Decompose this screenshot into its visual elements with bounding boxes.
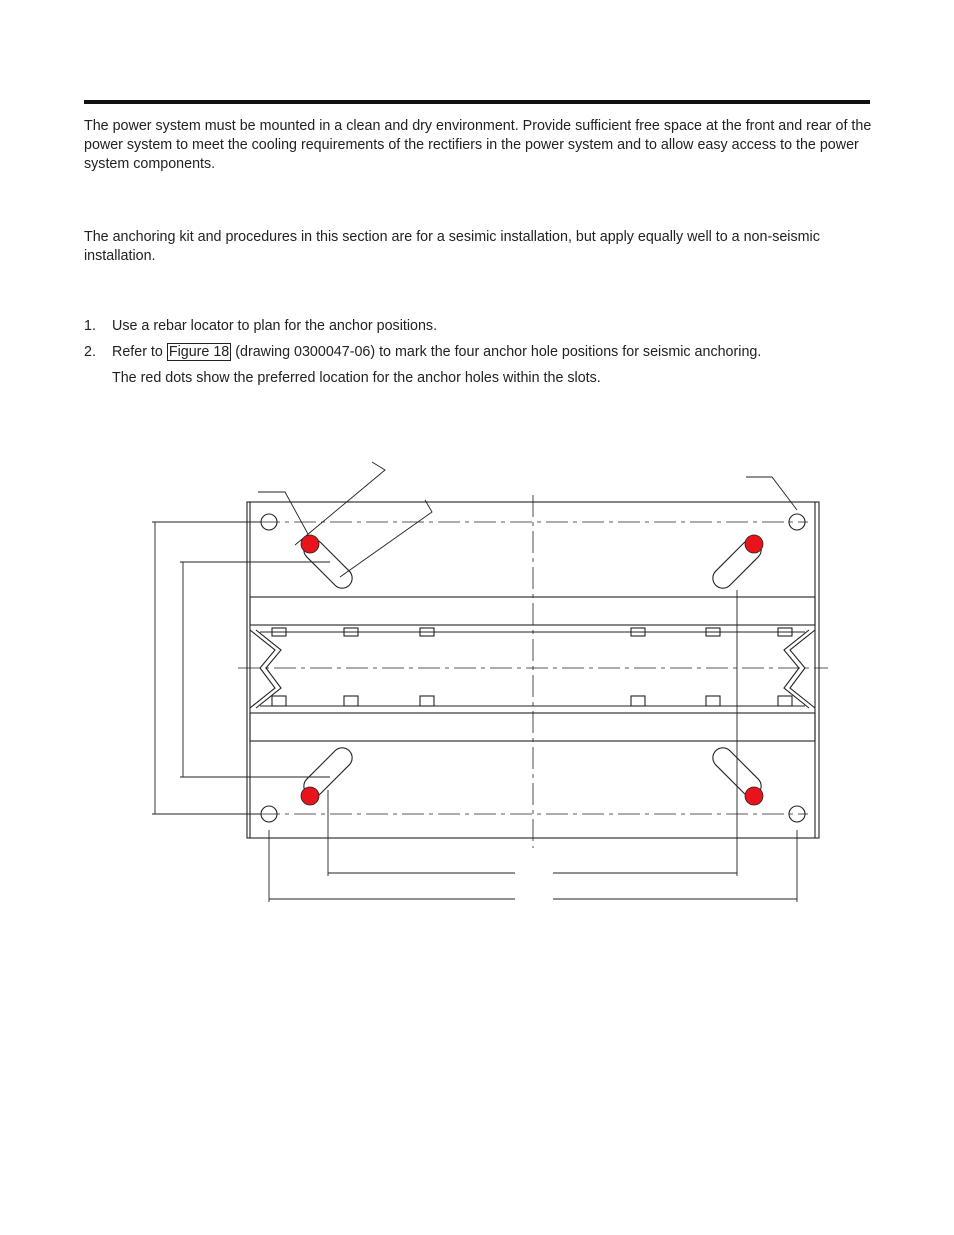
bolt-row-lower [272, 696, 792, 706]
step-text: Use a rebar locator to plan for the anchor positions. [112, 318, 438, 334]
figure-link[interactable]: Figure 18 [168, 344, 230, 360]
step-text-after: (drawing 0300047-06) to mark the four anchor hole positions for seismic anchoring. [235, 344, 762, 360]
step-2 [84, 343, 761, 362]
step-note: The red dots show the preferred location for the anchor holes within the slots. [112, 370, 601, 386]
anchor-dot [745, 787, 763, 805]
step-number: 1. [84, 318, 96, 334]
step-1 [84, 317, 437, 336]
header-rule [84, 100, 870, 104]
anchor-dot [301, 535, 319, 553]
anchor-dot [745, 535, 763, 553]
step-number: 2. [84, 344, 96, 360]
step-text-before: Refer to [112, 344, 163, 360]
rail-upper [250, 597, 815, 625]
anchor-drawing [0, 440, 954, 920]
intro-paragraph: The power system must be mounted in a clean and dry environment. Provide sufficient free space at the front and rear of the power system to meet the cooling requirements of the rectifiers in the power system and to allow easy access to the power system components. [84, 118, 872, 172]
anchoring-paragraph: The anchoring kit and procedures in this section are for a sesimic installation, but apply equally well to a non-seismic installation. [84, 229, 820, 264]
anchor-dot [301, 787, 319, 805]
rail-lower [250, 713, 815, 741]
